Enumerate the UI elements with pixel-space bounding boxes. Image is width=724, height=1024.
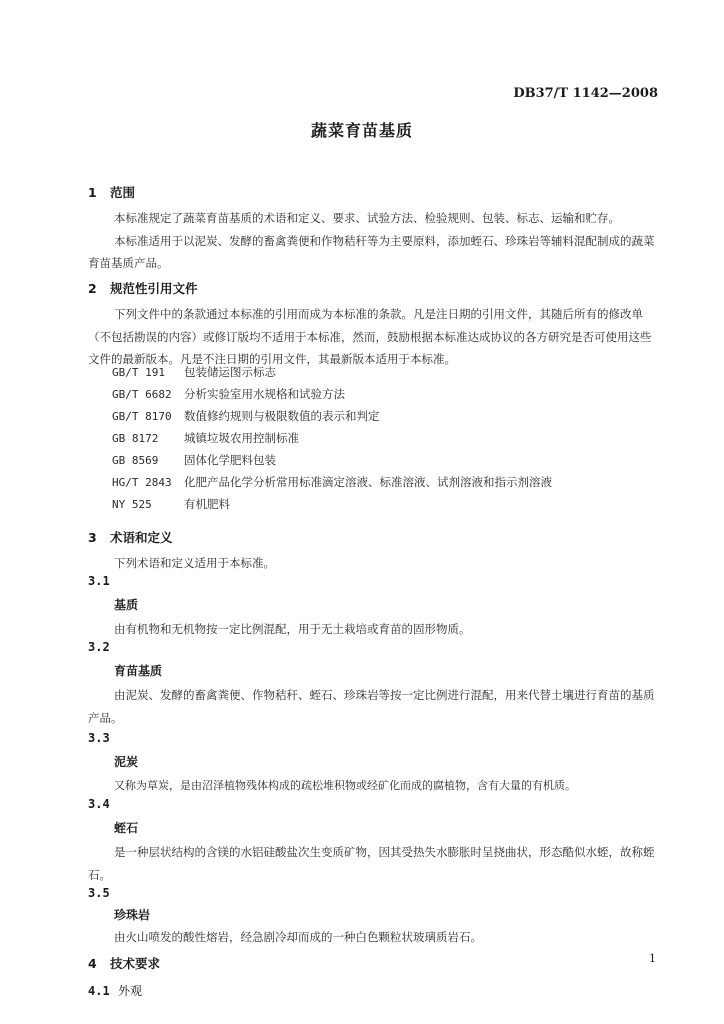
section-3-heading	[88, 528, 173, 546]
term-definition: 由有机物和无机物按一定比例混配，用于无土栽培或育苗的固形物质。	[114, 622, 471, 636]
paragraph: 下列文件中的条款通过本标准的引用而成为本标准的条款。凡是注日期的引用文件，其随后所有的修改单（不包括勘误的内容）或修订版均不适用于本标准，然而，鼓励根据本标准达成协议的各方研究是否可使用这些文件的最新版本。凡是不注日期的引用文件，其最新版本适用于本标准。	[88, 307, 652, 366]
term-number: 3.4	[88, 797, 110, 811]
reference-item	[112, 430, 299, 446]
section-title: 术语和定义	[110, 530, 173, 545]
term-number: 3.3	[88, 731, 110, 745]
section-number: 3	[88, 530, 97, 545]
section-1-heading	[88, 183, 135, 201]
section-number: 4	[88, 956, 97, 971]
reference-item	[112, 452, 276, 468]
paragraph: 本标准规定了蔬菜育苗基质的术语和定义、要求、试验方法、检验规则、包装、标志、运输和贮存。	[114, 211, 620, 225]
term-name: 珍珠岩	[114, 908, 151, 922]
term-name: 基质	[114, 598, 139, 612]
term-definition: 又称为草炭，是由沼泽植物残体构成的疏松堆积物或经矿化而成的腐植物，含有大量的有机质。	[114, 779, 576, 792]
reference-name: 分析实验室用水规格和试验方法	[184, 387, 345, 401]
reference-name: 数值修约规则与极限数值的表示和判定	[184, 409, 380, 423]
section-2-heading	[88, 279, 198, 297]
term-definition: 由火山喷发的酸性熔岩，经急剧冷却而成的一种白色颗粒状玻璃质岩石。	[114, 930, 482, 944]
section-number: 2	[88, 281, 97, 296]
term-definition: 是一种层状结构的含镁的水铝硅酸盐次生变质矿物，因其受热失水膨胀时呈挠曲状，形态酷似水蛭，故称蛭石。	[88, 845, 655, 882]
term-name: 育苗基质	[114, 664, 163, 678]
reference-name: 包装储运图示标志	[184, 365, 276, 379]
reference-code: GB/T 191	[112, 366, 165, 379]
subsection-4-1-heading	[88, 982, 142, 999]
term-definition-block	[88, 841, 660, 886]
reference-code: GB 8569	[112, 454, 159, 467]
section-1-body	[88, 207, 660, 275]
section-number: 1	[88, 185, 97, 200]
reference-item	[112, 474, 552, 490]
reference-item	[112, 496, 230, 512]
page-number: 1	[649, 952, 656, 965]
section-2-body	[88, 303, 660, 371]
reference-code: GB/T 8170	[112, 410, 172, 423]
term-number: 3.5	[88, 886, 110, 900]
reference-code: HG/T 2843	[112, 476, 172, 489]
term-name: 泥炭	[114, 755, 139, 769]
section-4-heading	[88, 954, 160, 972]
section-title: 范围	[110, 185, 136, 200]
section-3-intro: 下列术语和定义适用于本标准。	[114, 556, 275, 570]
subsection-number: 4.1	[88, 984, 110, 998]
reference-name: 城镇垃圾农用控制标准	[184, 431, 299, 445]
paragraph: 本标准适用于以泥炭、发酵的畜禽粪便和作物秸秆等为主要原料，添加蛭石、珍珠岩等辅料混配制成的蔬菜育苗基质产品。	[88, 233, 655, 270]
term-definition-block	[88, 684, 660, 729]
term-name: 蛭石	[114, 821, 139, 835]
standard-code: DB37/T 1142—2008	[513, 86, 658, 101]
reference-name: 化肥产品化学分析常用标准滴定溶液、标准溶液、试剂溶液和指示剂溶液	[184, 475, 552, 489]
reference-code: GB/T 6682	[112, 388, 172, 401]
reference-item	[112, 386, 345, 402]
reference-code: NY 525	[112, 498, 152, 511]
section-title: 技术要求	[110, 956, 161, 971]
term-definition: 由泥炭、发酵的畜禽粪便、作物秸秆、蛭石、珍珠岩等按一定比例进行混配，用来代替土壤进行育苗的基质产品。	[88, 688, 655, 725]
subsection-title: 外观	[118, 984, 143, 998]
section-title: 规范性引用文件	[110, 281, 198, 296]
reference-item	[112, 408, 380, 424]
reference-name: 固体化学肥料包装	[184, 453, 276, 467]
document-title: 蔬菜育苗基质	[310, 121, 413, 140]
term-number: 3.2	[88, 640, 110, 654]
reference-item	[112, 364, 276, 380]
term-number: 3.1	[88, 574, 110, 588]
reference-name: 有机肥料	[184, 497, 230, 511]
reference-code: GB 8172	[112, 432, 159, 445]
